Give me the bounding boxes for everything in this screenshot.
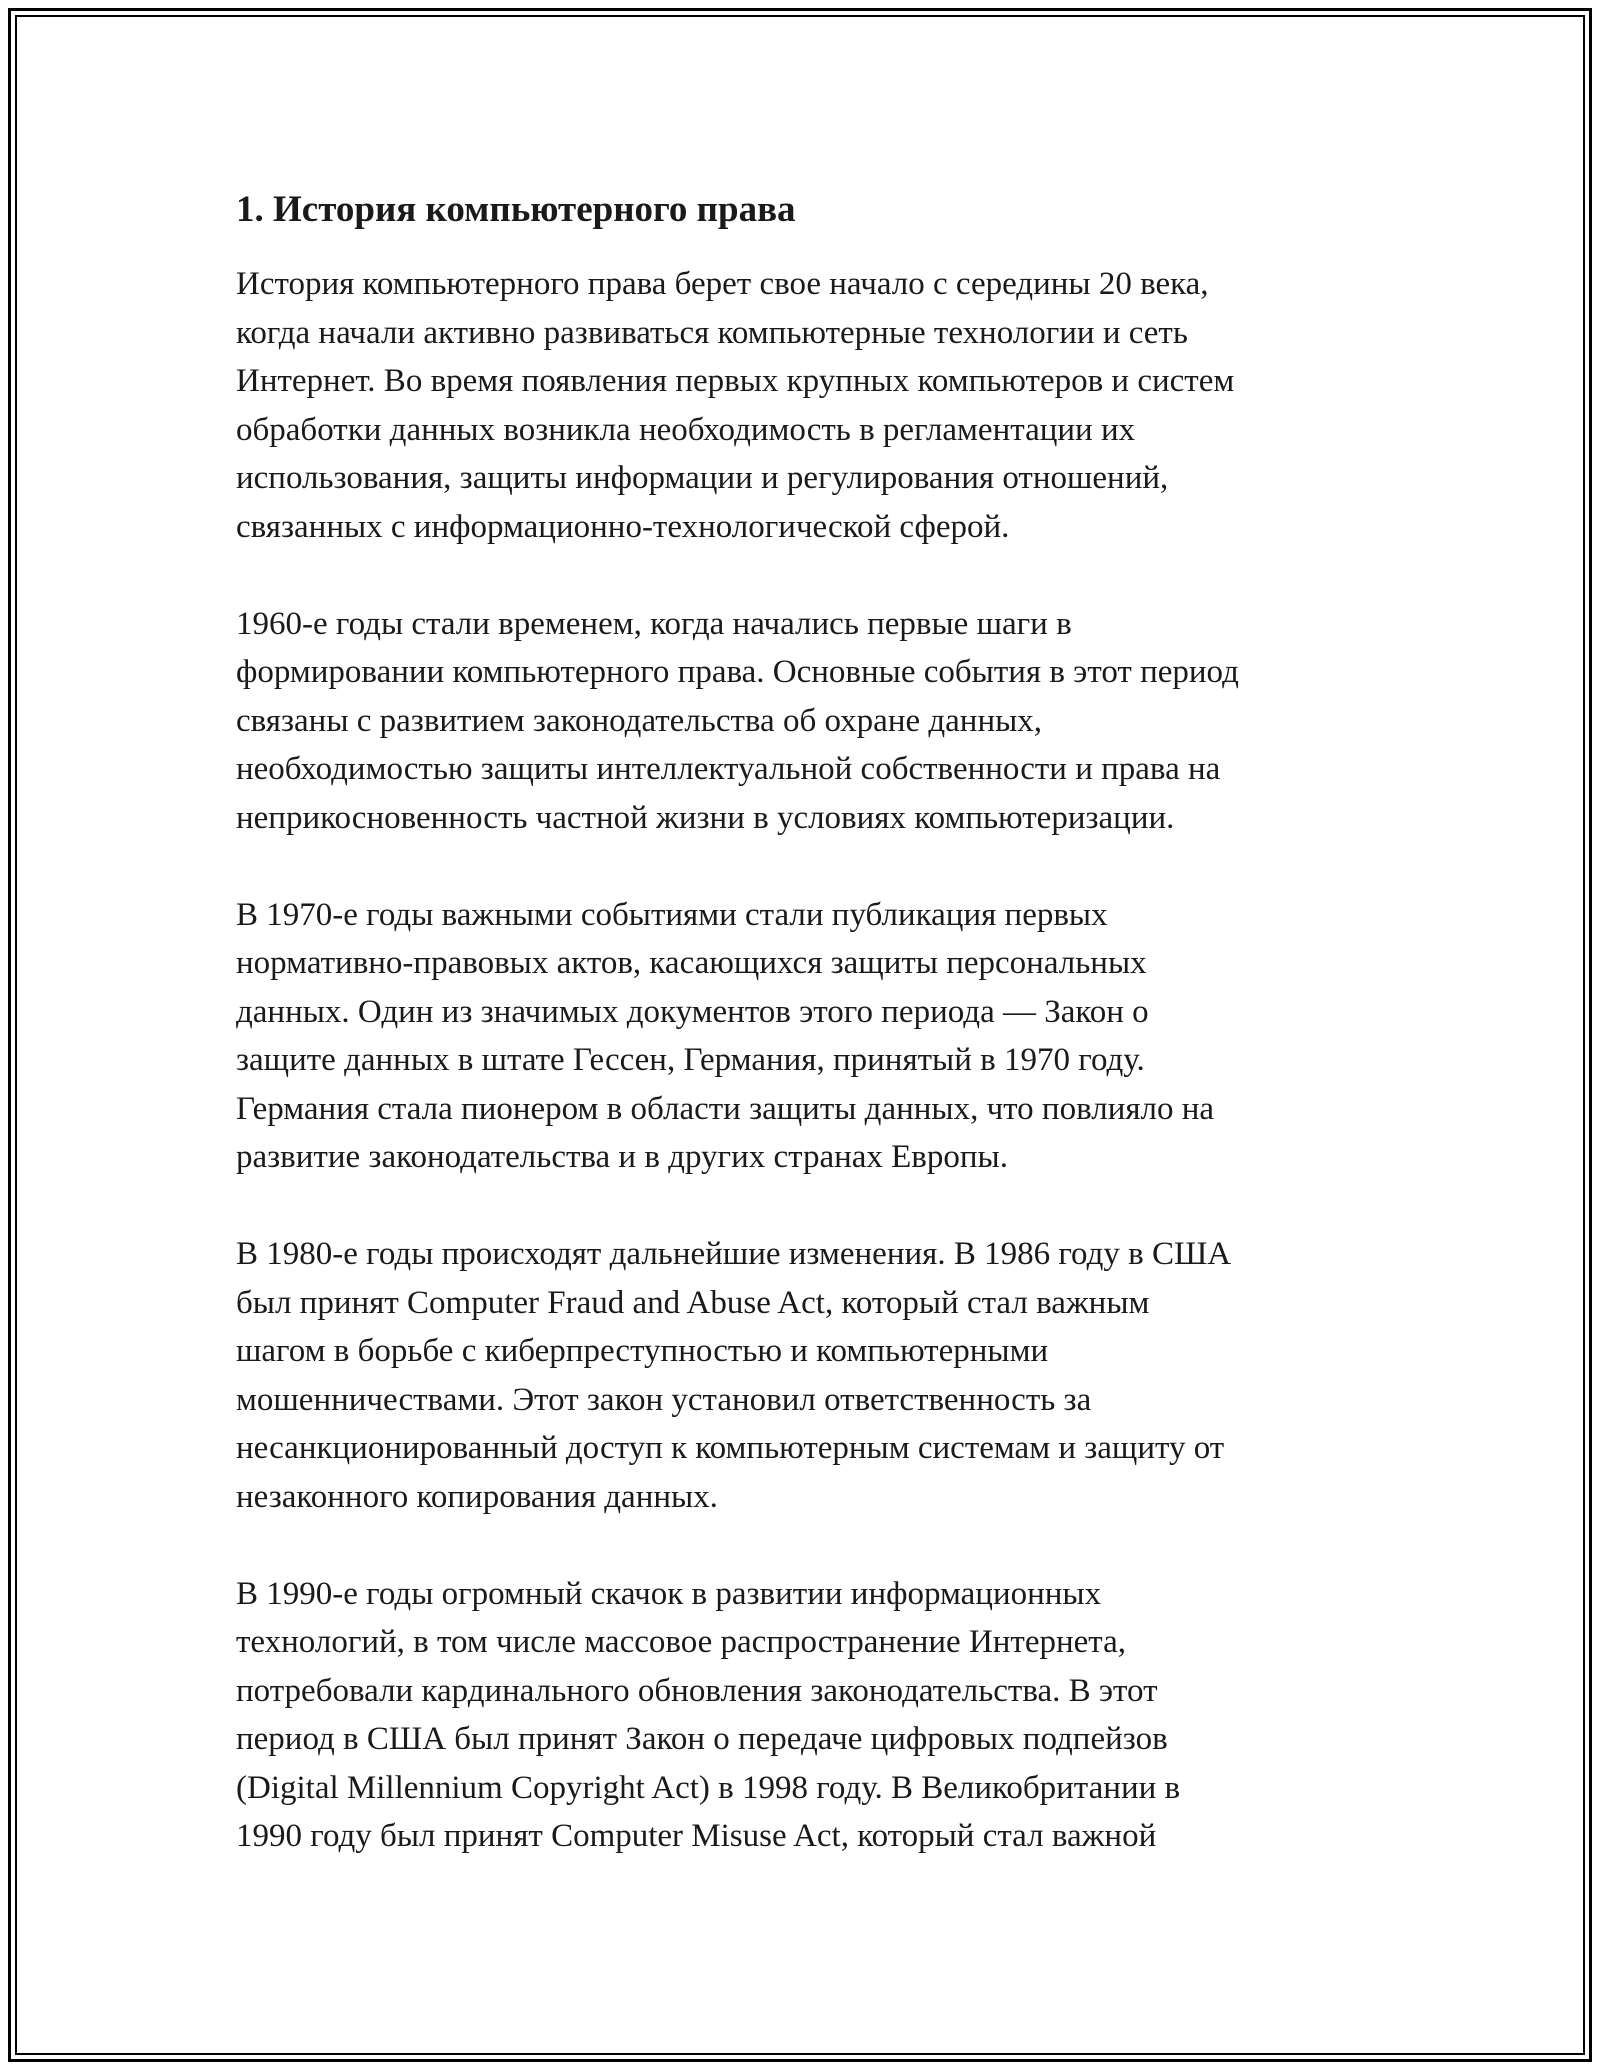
text-line: нормативно-правовых актов, касающихся защиты персональных (236, 945, 1147, 981)
text-line: неприкосновенность частной жизни в условиях компьютеризации. (236, 799, 1175, 836)
text-line: необходимостью защиты интеллектуальной собственности и права на (236, 751, 1221, 787)
text-line: мошенничествами. Этот закон установил ответственность за (236, 1381, 1092, 1418)
document-body (236, 186, 1366, 1909)
text-line: В 1970-е годы важными событиями стали публикация первых (236, 896, 1108, 933)
text-line: (Digital Millennium Copyright Act) в 1998 году. В Великобритании в (236, 1769, 1181, 1806)
text-line: защите данных в штате Гессен, Германия, принятый в 1970 году. (236, 1042, 1145, 1078)
text-line: развитие законодательства и в других странах Европы. (236, 1139, 1008, 1175)
text-line: был принят Computer Fraud and Abuse Act, который стал важным (236, 1284, 1150, 1321)
paragraph (236, 1230, 1366, 1521)
text-line: связаны с развитием законодательства об охране данных, (236, 702, 1043, 739)
text-line: связанных с информационно-технологической сферой. (236, 508, 1010, 545)
text-line: данных. Один из значимых документов этого периода — Закон о (236, 993, 1149, 1030)
text-line: технологий, в том числе массовое распространение Интернета, (236, 1624, 1127, 1660)
paragraph (236, 600, 1366, 843)
text-line: обработки данных возникла необходимость в регламентации их (236, 411, 1136, 448)
text-line: шагом в борьбе с киберпреступностью и компьютерными (236, 1333, 1049, 1369)
text-line: В 1980-е годы происходят дальнейшие изменения. В 1986 году в США (236, 1236, 1232, 1272)
text-line: 1960-е годы стали временем, когда начались первые шаги в (236, 605, 1072, 642)
text-line: В 1990-е годы огромный скачок в развитии информационных (236, 1575, 1102, 1612)
text-line: использования, защиты информации и регулирования отношений, (236, 460, 1169, 496)
text-line: период в США был принят Закон о передаче цифровых подпейзов (236, 1721, 1168, 1757)
paragraph (236, 891, 1366, 1182)
text-line: Интернет. Во время появления первых крупных компьютеров и систем (236, 363, 1235, 399)
paragraph-list (236, 260, 1366, 1861)
text-line: История компьютерного права берет свое начало с середины 20 века, (236, 266, 1209, 302)
text-line: незаконного копирования данных. (236, 1478, 718, 1515)
paragraph (236, 260, 1366, 551)
text-line: несанкционированный доступ к компьютерным системам и защиту от (236, 1430, 1225, 1466)
text-line: 1990 году был принят Computer Misuse Act, который стал важной (236, 1818, 1157, 1854)
text-line: потребовали кардинального обновления законодательства. В этот (236, 1672, 1158, 1709)
text-line: формировании компьютерного права. Основные события в этот период (236, 654, 1239, 690)
section-heading: 1. История компьютерного права (236, 189, 796, 230)
text-line: когда начали активно развиваться компьютерные технологии и сеть (236, 314, 1188, 351)
paragraph (236, 1570, 1366, 1861)
text-line: Германия стала пионером в области защиты данных, что повлияло на (236, 1090, 1215, 1127)
